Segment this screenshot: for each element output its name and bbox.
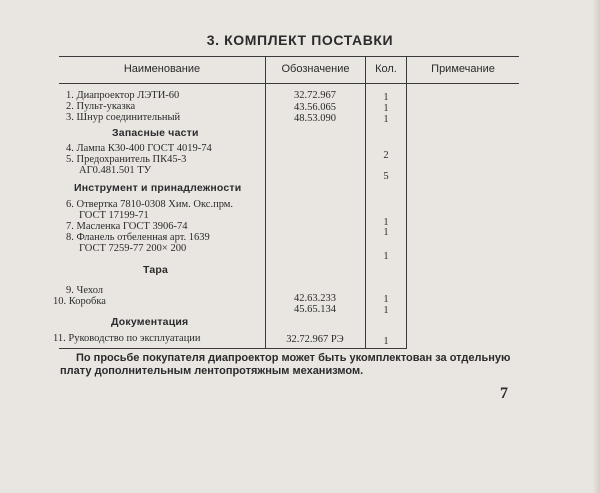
row-name: 9. Чехол — [66, 285, 104, 296]
row-qty: 1 — [383, 227, 389, 238]
row-qty: 1 — [383, 336, 389, 347]
row-name: 6. Отвертка 7810-0308 Хим. Окс.прм. — [66, 199, 234, 210]
row-code: 42.63.233 — [294, 293, 336, 304]
row-name: 5. Предохранитель ПК45-3 — [66, 154, 187, 165]
page-edge — [592, 0, 600, 493]
row-name-cont: ГОСТ 17199-71 — [79, 210, 149, 221]
header-code: Обозначение — [281, 63, 350, 75]
section-heading: Запасные части — [112, 127, 199, 139]
row-qty: 1 — [383, 217, 389, 228]
row-code: 32.72.967 — [294, 90, 336, 101]
header-qty: Кол. — [375, 63, 397, 75]
row-qty: 1 — [383, 114, 389, 125]
header-note: Примечание — [431, 63, 495, 75]
table-top-rule — [59, 56, 519, 57]
row-name: 4. Лампа К30-400 ГОСТ 4019-74 — [66, 143, 212, 154]
page-number: 7 — [500, 385, 508, 402]
section-heading: Документация — [111, 316, 189, 328]
section-heading: Инструмент и принадлежности — [74, 182, 242, 194]
row-code: 43.56.065 — [294, 102, 336, 113]
row-code: 32.72.967 РЭ — [286, 334, 344, 345]
row-code: 48.53.090 — [294, 113, 336, 124]
row-qty: 1 — [383, 305, 389, 316]
table-header-rule — [59, 83, 519, 84]
row-name: 10. Коробка — [53, 296, 106, 307]
row-qty: 1 — [383, 251, 389, 262]
row-name: 11. Руководство по эксплуатации — [53, 333, 201, 344]
table-bottom-rule — [59, 348, 407, 349]
footnote-text: По просьбе покупателя диапроектор может быть укомплектован за отдельную плату дополнительным лентопротяжным механизмом. — [60, 352, 511, 377]
row-qty: 1 — [383, 92, 389, 103]
row-qty: 1 — [383, 294, 389, 305]
row-name: 1. Диапроектор ЛЭТИ-60 — [66, 90, 180, 101]
row-name-cont: ГОСТ 7259-77 200× 200 — [79, 243, 187, 254]
row-code: 45.65.134 — [294, 304, 336, 315]
row-name: 8. Фланель отбеленная арт. 1639 — [66, 232, 210, 243]
row-name: 3. Шнур соединительный — [66, 112, 181, 123]
section-heading: Тара — [143, 264, 169, 276]
column-divider-3 — [406, 56, 407, 348]
row-name: 7. Масленка ГОСТ 3906-74 — [66, 221, 188, 232]
row-qty: 5 — [383, 171, 389, 182]
row-qty: 1 — [383, 103, 389, 114]
header-name: Наименование — [123, 63, 201, 75]
row-name: 2. Пульт-указка — [66, 101, 136, 112]
row-qty: 2 — [383, 150, 389, 161]
row-name-cont: АГ0.481.501 ТУ — [79, 165, 152, 176]
section-title: 3. КОМПЛЕКТ ПОСТАВКИ — [206, 32, 394, 48]
